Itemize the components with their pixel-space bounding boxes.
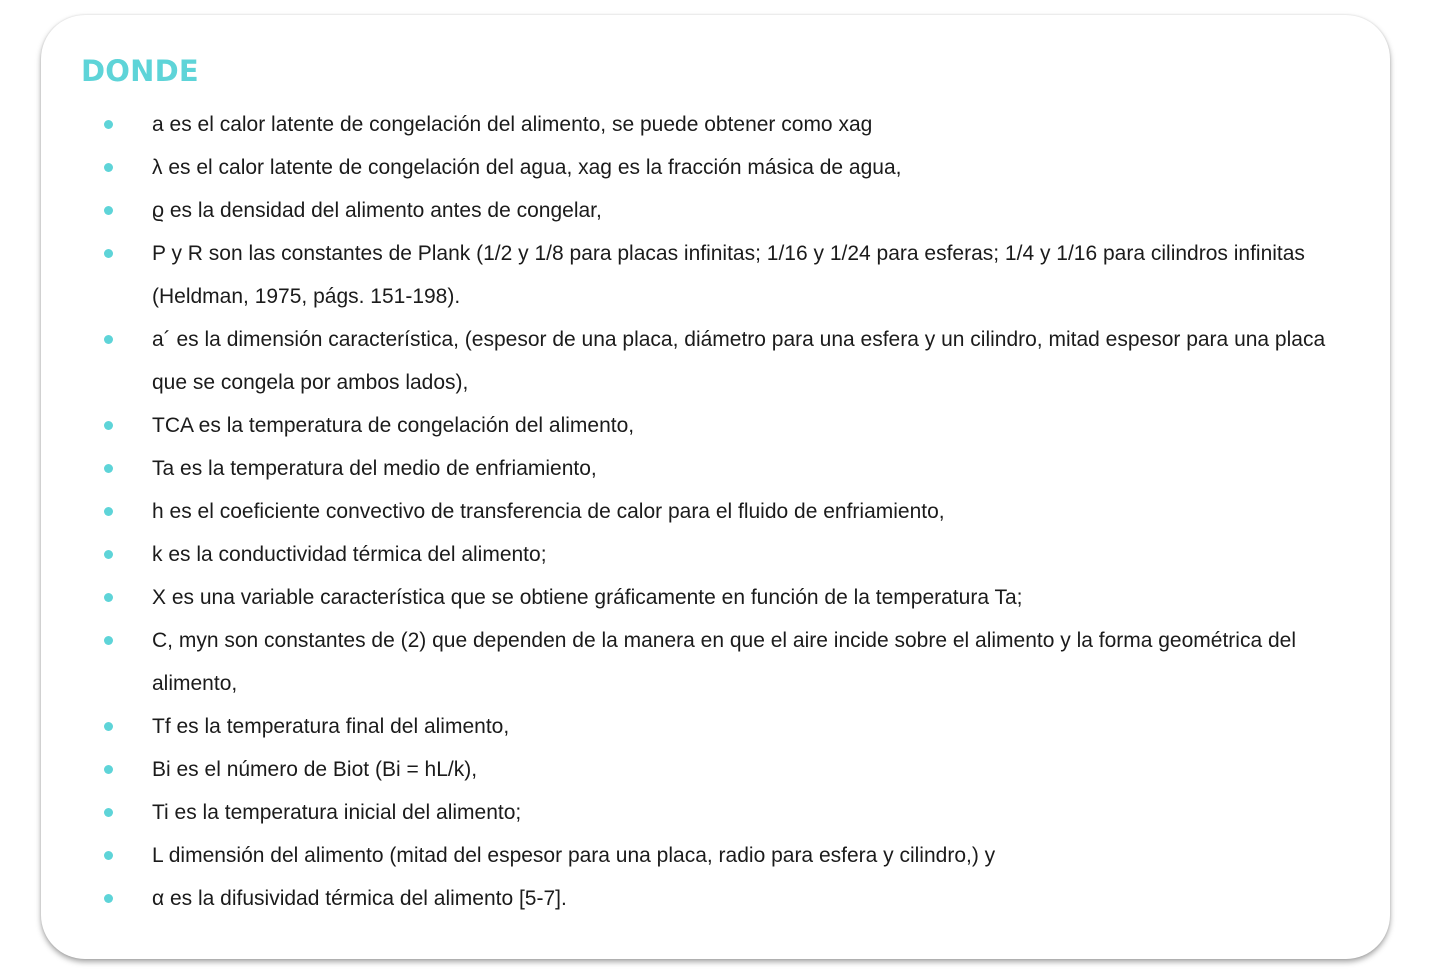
list-item-text: P y R son las constantes de Plank (1/2 y 1/8 para placas infinitas; 1/16 y 1/24 para esferas; 1/4 y 1/16 para cilindros infinitas (Heldman, 1975, págs. 151-198).	[152, 242, 1305, 308]
list-item-text: h es el coeficiente convectivo de transferencia de calor para el fluido de enfriamiento,	[152, 500, 945, 523]
bullet-icon	[104, 206, 113, 215]
list-item	[41, 834, 1390, 877]
list-item-text: TCA es la temperatura de congelación del alimento,	[152, 414, 635, 437]
list-item	[41, 189, 1390, 232]
bullet-icon	[104, 550, 113, 559]
bullet-icon	[104, 421, 113, 430]
list-item	[41, 490, 1390, 533]
bullet-icon	[104, 765, 113, 774]
list-item-text: Ti es la temperatura inicial del alimento;	[152, 801, 522, 824]
section-title: DONDE	[81, 54, 199, 88]
list-item	[41, 705, 1390, 748]
list-item-text: L dimensión del alimento (mitad del espesor para una placa, radio para esfera y cilindro,) y	[152, 844, 996, 867]
bullet-icon	[104, 464, 113, 473]
list-item-text: ϱ es la densidad del alimento antes de congelar,	[152, 199, 602, 222]
list-item	[41, 103, 1390, 146]
list-item	[41, 619, 1390, 705]
list-item-text: λ es el calor latente de congelación del agua, xag es la fracción másica de agua,	[152, 156, 902, 179]
list-item-text: C, myn son constantes de (2) que dependen de la manera en que el aire incide sobre el alimento y la forma geométrica del alimento,	[152, 629, 1296, 695]
list-item-text: Bi es el número de Biot (Bi = hL/k),	[152, 758, 478, 781]
list-item-text: α es la difusividad térmica del alimento [5-7].	[152, 887, 567, 910]
list-item-text: X es una variable característica que se obtiene gráficamente en función de la temperatura Ta;	[152, 586, 1023, 609]
bullet-icon	[104, 636, 113, 645]
bullet-icon	[104, 851, 113, 860]
bullet-icon	[104, 808, 113, 817]
list-item-text: a´ es la dimensión característica, (espesor de una placa, diámetro para una esfera y un cilindro, mitad espesor para una placa que se congela por ambos lados),	[152, 328, 1326, 394]
list-item-text: a es el calor latente de congelación del alimento, se puede obtener como xag	[152, 113, 873, 136]
content-card	[41, 15, 1390, 959]
bullet-icon	[104, 335, 113, 344]
bullet-icon	[104, 894, 113, 903]
list-item	[41, 576, 1390, 619]
list-item	[41, 877, 1390, 920]
bullet-icon	[104, 163, 113, 172]
list-item	[41, 447, 1390, 490]
definition-list	[41, 103, 1390, 920]
list-item-text: Ta es la temperatura del medio de enfriamiento,	[152, 457, 597, 480]
bullet-icon	[104, 120, 113, 129]
list-item-text: k es la conductividad térmica del alimento;	[152, 543, 547, 566]
list-item	[41, 533, 1390, 576]
bullet-icon	[104, 722, 113, 731]
list-item	[41, 748, 1390, 791]
bullet-icon	[104, 507, 113, 516]
bullet-icon	[104, 249, 113, 258]
list-item	[41, 146, 1390, 189]
bullet-icon	[104, 593, 113, 602]
list-item	[41, 232, 1390, 318]
list-item-text: Tf es la temperatura final del alimento,	[152, 715, 510, 738]
list-item	[41, 404, 1390, 447]
list-item	[41, 791, 1390, 834]
list-item	[41, 318, 1390, 404]
